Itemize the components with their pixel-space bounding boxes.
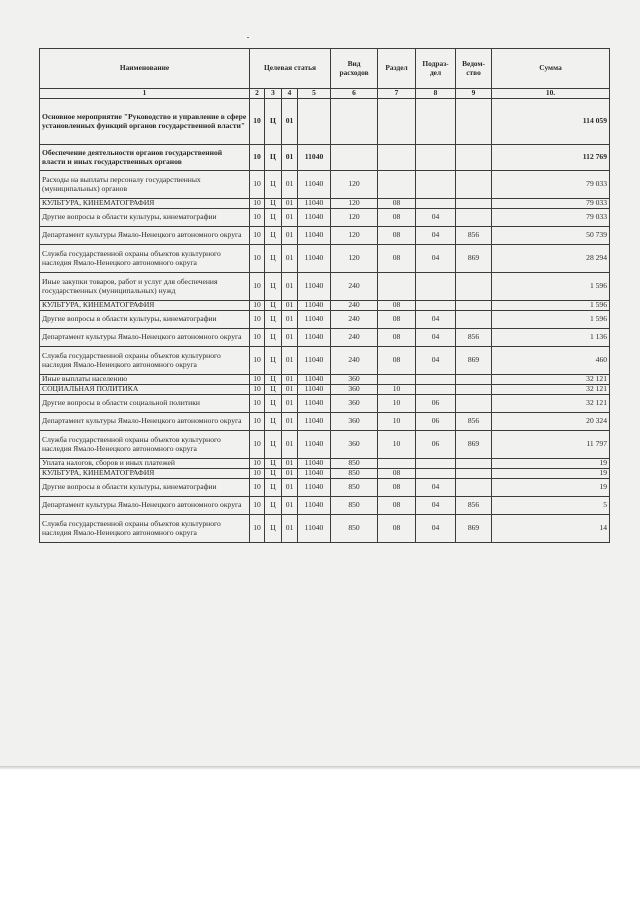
row-sum: 32 121: [492, 385, 610, 395]
row-sum: 28 294: [492, 245, 610, 273]
row-name: Иные закупки товаров, работ и услуг для обеспечения государственных (муниципальных) нужд: [40, 273, 250, 301]
target-program: 10: [250, 209, 265, 227]
target-direction: 11040: [298, 385, 331, 395]
header-row: [40, 49, 610, 89]
target-subprogram: Ц: [265, 347, 282, 375]
budget-table: [39, 48, 610, 543]
expense-type: 360: [331, 385, 378, 395]
target-event: 01: [282, 385, 298, 395]
col-number: 6: [331, 89, 378, 99]
target-event: 01: [282, 301, 298, 311]
expense-type: [331, 145, 378, 171]
table-row: [40, 99, 610, 145]
scan-speck: [247, 37, 249, 38]
expense-type: 120: [331, 209, 378, 227]
col-number: 2: [250, 89, 265, 99]
col-header-subsection: Подраз- дел: [416, 49, 456, 89]
table-row: [40, 515, 610, 543]
table-row: [40, 347, 610, 375]
table-row: [40, 459, 610, 469]
col-number: 1: [40, 89, 250, 99]
table-row: [40, 199, 610, 209]
col-header-department: Ведом- ство: [456, 49, 492, 89]
expense-type: 240: [331, 273, 378, 301]
target-event: 01: [282, 395, 298, 413]
target-direction: 11040: [298, 413, 331, 431]
target-program: 10: [250, 99, 265, 145]
target-program: 10: [250, 273, 265, 301]
department: [456, 311, 492, 329]
expense-type: 360: [331, 431, 378, 459]
target-program: 10: [250, 395, 265, 413]
subsection: 04: [416, 311, 456, 329]
target-subprogram: Ц: [265, 311, 282, 329]
target-direction: 11040: [298, 375, 331, 385]
department: 856: [456, 329, 492, 347]
subsection: [416, 385, 456, 395]
page-edge: [0, 766, 640, 770]
target-subprogram: Ц: [265, 329, 282, 347]
row-sum: 20 324: [492, 413, 610, 431]
col-number: 8: [416, 89, 456, 99]
row-name: Департамент культуры Ямало-Ненецкого автономного округа: [40, 413, 250, 431]
target-direction: 11040: [298, 329, 331, 347]
department: [456, 385, 492, 395]
target-direction: 11040: [298, 515, 331, 543]
target-program: 10: [250, 347, 265, 375]
target-event: 01: [282, 99, 298, 145]
section: 08: [378, 469, 416, 479]
expense-type: 120: [331, 199, 378, 209]
row-sum: 112 769: [492, 145, 610, 171]
target-subprogram: Ц: [265, 245, 282, 273]
table-row: [40, 431, 610, 459]
section: [378, 459, 416, 469]
row-name: Служба государственной охраны объектов культурного наследия Ямало-Ненецкого автономного округа: [40, 347, 250, 375]
target-direction: [298, 99, 331, 145]
row-sum: 1 136: [492, 329, 610, 347]
section: 08: [378, 347, 416, 375]
expense-type: 850: [331, 479, 378, 497]
target-program: 10: [250, 459, 265, 469]
target-program: 10: [250, 515, 265, 543]
target-event: 01: [282, 199, 298, 209]
row-name: Служба государственной охраны объектов культурного наследия Ямало-Ненецкого автономного округа: [40, 245, 250, 273]
target-program: 10: [250, 413, 265, 431]
target-subprogram: Ц: [265, 199, 282, 209]
row-sum: 11 797: [492, 431, 610, 459]
row-sum: 50 739: [492, 227, 610, 245]
subsection: 04: [416, 209, 456, 227]
row-name: Уплата налогов, сборов и иных платежей: [40, 459, 250, 469]
subsection: [416, 469, 456, 479]
target-direction: 11040: [298, 311, 331, 329]
table-row: [40, 413, 610, 431]
section: [378, 145, 416, 171]
target-direction: 11040: [298, 479, 331, 497]
target-program: 10: [250, 375, 265, 385]
section: 08: [378, 497, 416, 515]
target-program: 10: [250, 227, 265, 245]
section: 08: [378, 209, 416, 227]
col-number: 9: [456, 89, 492, 99]
department: [456, 459, 492, 469]
expense-type: 850: [331, 459, 378, 469]
expense-type: 850: [331, 515, 378, 543]
department: [456, 301, 492, 311]
target-subprogram: Ц: [265, 479, 282, 497]
table-row: [40, 497, 610, 515]
department: 869: [456, 245, 492, 273]
row-name: Основное мероприятие "Руководство и управление в сфере установленных функций органов государственной власти": [40, 99, 250, 145]
row-sum: 32 121: [492, 375, 610, 385]
expense-type: 120: [331, 227, 378, 245]
target-subprogram: Ц: [265, 375, 282, 385]
department: [456, 145, 492, 171]
target-subprogram: Ц: [265, 515, 282, 543]
target-direction: 11040: [298, 431, 331, 459]
target-event: 01: [282, 459, 298, 469]
department: 856: [456, 227, 492, 245]
department: [456, 273, 492, 301]
target-subprogram: Ц: [265, 413, 282, 431]
col-header-expense-type: Вид расходов: [331, 49, 378, 89]
target-direction: 11040: [298, 497, 331, 515]
department: [456, 469, 492, 479]
expense-type: 360: [331, 395, 378, 413]
target-program: 10: [250, 479, 265, 497]
row-name: Департамент культуры Ямало-Ненецкого автономного округа: [40, 497, 250, 515]
section: 08: [378, 329, 416, 347]
target-direction: 11040: [298, 301, 331, 311]
target-subprogram: Ц: [265, 469, 282, 479]
expense-type: 120: [331, 245, 378, 273]
row-name: Другие вопросы в области культуры, кинематографии: [40, 311, 250, 329]
expense-type: [331, 99, 378, 145]
row-name: Другие вопросы в области социальной политики: [40, 395, 250, 413]
target-program: 10: [250, 329, 265, 347]
col-header-section: Раздел: [378, 49, 416, 89]
target-subprogram: Ц: [265, 209, 282, 227]
row-sum: 14: [492, 515, 610, 543]
target-subprogram: Ц: [265, 99, 282, 145]
row-name: Обеспечение деятельности органов государственной власти и иных государственных органов: [40, 145, 250, 171]
row-name: Другие вопросы в области культуры, кинематографии: [40, 209, 250, 227]
subsection: 04: [416, 347, 456, 375]
target-direction: 11040: [298, 469, 331, 479]
department: [456, 171, 492, 199]
target-program: 10: [250, 301, 265, 311]
section: [378, 375, 416, 385]
row-name: СОЦИАЛЬНАЯ ПОЛИТИКА: [40, 385, 250, 395]
department: [456, 209, 492, 227]
expense-type: 120: [331, 171, 378, 199]
target-subprogram: Ц: [265, 395, 282, 413]
expense-type: 360: [331, 375, 378, 385]
row-name: КУЛЬТУРА, КИНЕМАТОГРАФИЯ: [40, 469, 250, 479]
section: 08: [378, 311, 416, 329]
row-sum: 1 596: [492, 311, 610, 329]
table-row: [40, 395, 610, 413]
subsection: 04: [416, 245, 456, 273]
department: 869: [456, 431, 492, 459]
target-direction: 11040: [298, 209, 331, 227]
row-sum: 19: [492, 479, 610, 497]
expense-type: 360: [331, 413, 378, 431]
row-sum: 19: [492, 469, 610, 479]
expense-type: 850: [331, 469, 378, 479]
target-event: 01: [282, 497, 298, 515]
subsection: 06: [416, 431, 456, 459]
target-program: 10: [250, 171, 265, 199]
section: [378, 171, 416, 199]
target-program: 10: [250, 469, 265, 479]
target-event: 01: [282, 413, 298, 431]
table-row: [40, 209, 610, 227]
department: [456, 375, 492, 385]
subsection: 04: [416, 479, 456, 497]
row-sum: 79 033: [492, 171, 610, 199]
target-event: 01: [282, 347, 298, 375]
department: 869: [456, 347, 492, 375]
target-event: 01: [282, 431, 298, 459]
section: [378, 273, 416, 301]
section: 08: [378, 227, 416, 245]
row-sum: 1 596: [492, 301, 610, 311]
col-header-target: Целевая статья: [250, 49, 331, 89]
target-direction: 11040: [298, 273, 331, 301]
target-event: 01: [282, 273, 298, 301]
target-event: 01: [282, 245, 298, 273]
target-direction: 11040: [298, 395, 331, 413]
target-subprogram: Ц: [265, 273, 282, 301]
target-subprogram: Ц: [265, 459, 282, 469]
target-subprogram: Ц: [265, 227, 282, 245]
target-program: 10: [250, 311, 265, 329]
target-event: 01: [282, 145, 298, 171]
target-direction: 11040: [298, 199, 331, 209]
section: 08: [378, 515, 416, 543]
expense-type: 240: [331, 311, 378, 329]
row-name: Департамент культуры Ямало-Ненецкого автономного округа: [40, 227, 250, 245]
row-sum: 1 596: [492, 273, 610, 301]
target-event: 01: [282, 479, 298, 497]
table-row: [40, 479, 610, 497]
row-sum: 19: [492, 459, 610, 469]
target-direction: 11040: [298, 347, 331, 375]
target-event: 01: [282, 515, 298, 543]
target-event: 01: [282, 375, 298, 385]
subsection: 04: [416, 497, 456, 515]
target-direction: 11040: [298, 227, 331, 245]
section: 08: [378, 245, 416, 273]
department: [456, 199, 492, 209]
row-sum: 5: [492, 497, 610, 515]
row-sum: 114 059: [492, 99, 610, 145]
target-event: 01: [282, 329, 298, 347]
row-sum: 32 121: [492, 395, 610, 413]
target-program: 10: [250, 497, 265, 515]
target-program: 10: [250, 245, 265, 273]
col-number: 5: [298, 89, 331, 99]
subsection: 06: [416, 395, 456, 413]
subsection: [416, 301, 456, 311]
target-subprogram: Ц: [265, 497, 282, 515]
row-name: Служба государственной охраны объектов культурного наследия Ямало-Ненецкого автономного округа: [40, 431, 250, 459]
department: 856: [456, 413, 492, 431]
row-name: Иные выплаты населению: [40, 375, 250, 385]
target-subprogram: Ц: [265, 385, 282, 395]
section: 08: [378, 199, 416, 209]
subsection: [416, 375, 456, 385]
target-event: 01: [282, 469, 298, 479]
table-row: [40, 311, 610, 329]
section: [378, 99, 416, 145]
row-name: Служба государственной охраны объектов культурного наследия Ямало-Ненецкого автономного округа: [40, 515, 250, 543]
col-number: 4: [282, 89, 298, 99]
table-row: [40, 329, 610, 347]
row-name: Департамент культуры Ямало-Ненецкого автономного округа: [40, 329, 250, 347]
subsection: 04: [416, 515, 456, 543]
col-number: 10.: [492, 89, 610, 99]
target-program: 10: [250, 431, 265, 459]
subsection: [416, 145, 456, 171]
target-program: 10: [250, 385, 265, 395]
table-row: [40, 171, 610, 199]
row-name: Расходы на выплаты персоналу государственных (муниципальных) органов: [40, 171, 250, 199]
target-program: 10: [250, 145, 265, 171]
target-direction: 11040: [298, 171, 331, 199]
target-subprogram: Ц: [265, 171, 282, 199]
row-sum: 79 033: [492, 209, 610, 227]
table-row: [40, 245, 610, 273]
section: 08: [378, 479, 416, 497]
table-row: [40, 145, 610, 171]
target-direction: 11040: [298, 145, 331, 171]
col-number: 3: [265, 89, 282, 99]
target-event: 01: [282, 171, 298, 199]
table-row: [40, 385, 610, 395]
target-program: 10: [250, 199, 265, 209]
table-row: [40, 227, 610, 245]
target-subprogram: Ц: [265, 301, 282, 311]
subsection: 06: [416, 413, 456, 431]
table-row: [40, 301, 610, 311]
target-event: 01: [282, 311, 298, 329]
row-sum: 460: [492, 347, 610, 375]
subsection: [416, 459, 456, 469]
expense-type: 240: [331, 329, 378, 347]
table-row: [40, 375, 610, 385]
department: [456, 99, 492, 145]
target-subprogram: Ц: [265, 431, 282, 459]
row-name: КУЛЬТУРА, КИНЕМАТОГРАФИЯ: [40, 301, 250, 311]
section: 10: [378, 385, 416, 395]
section: 10: [378, 431, 416, 459]
subsection: [416, 273, 456, 301]
section: 08: [378, 301, 416, 311]
department: [456, 479, 492, 497]
col-header-sum: Сумма: [492, 49, 610, 89]
subsection: 04: [416, 329, 456, 347]
subsection: [416, 99, 456, 145]
target-event: 01: [282, 227, 298, 245]
row-name: Другие вопросы в области культуры, кинематографии: [40, 479, 250, 497]
subsection: [416, 171, 456, 199]
section: 10: [378, 395, 416, 413]
expense-type: 240: [331, 301, 378, 311]
department: 869: [456, 515, 492, 543]
col-number: 7: [378, 89, 416, 99]
department: 856: [456, 497, 492, 515]
column-number-row: [40, 89, 610, 99]
subsection: 04: [416, 227, 456, 245]
expense-type: 850: [331, 497, 378, 515]
row-name: КУЛЬТУРА, КИНЕМАТОГРАФИЯ: [40, 199, 250, 209]
target-subprogram: Ц: [265, 145, 282, 171]
table-row: [40, 273, 610, 301]
expense-type: 240: [331, 347, 378, 375]
department: [456, 395, 492, 413]
target-direction: 11040: [298, 245, 331, 273]
target-direction: 11040: [298, 459, 331, 469]
col-header-name: Наименование: [40, 49, 250, 89]
table-row: [40, 469, 610, 479]
row-sum: 79 033: [492, 199, 610, 209]
subsection: [416, 199, 456, 209]
section: 10: [378, 413, 416, 431]
target-event: 01: [282, 209, 298, 227]
